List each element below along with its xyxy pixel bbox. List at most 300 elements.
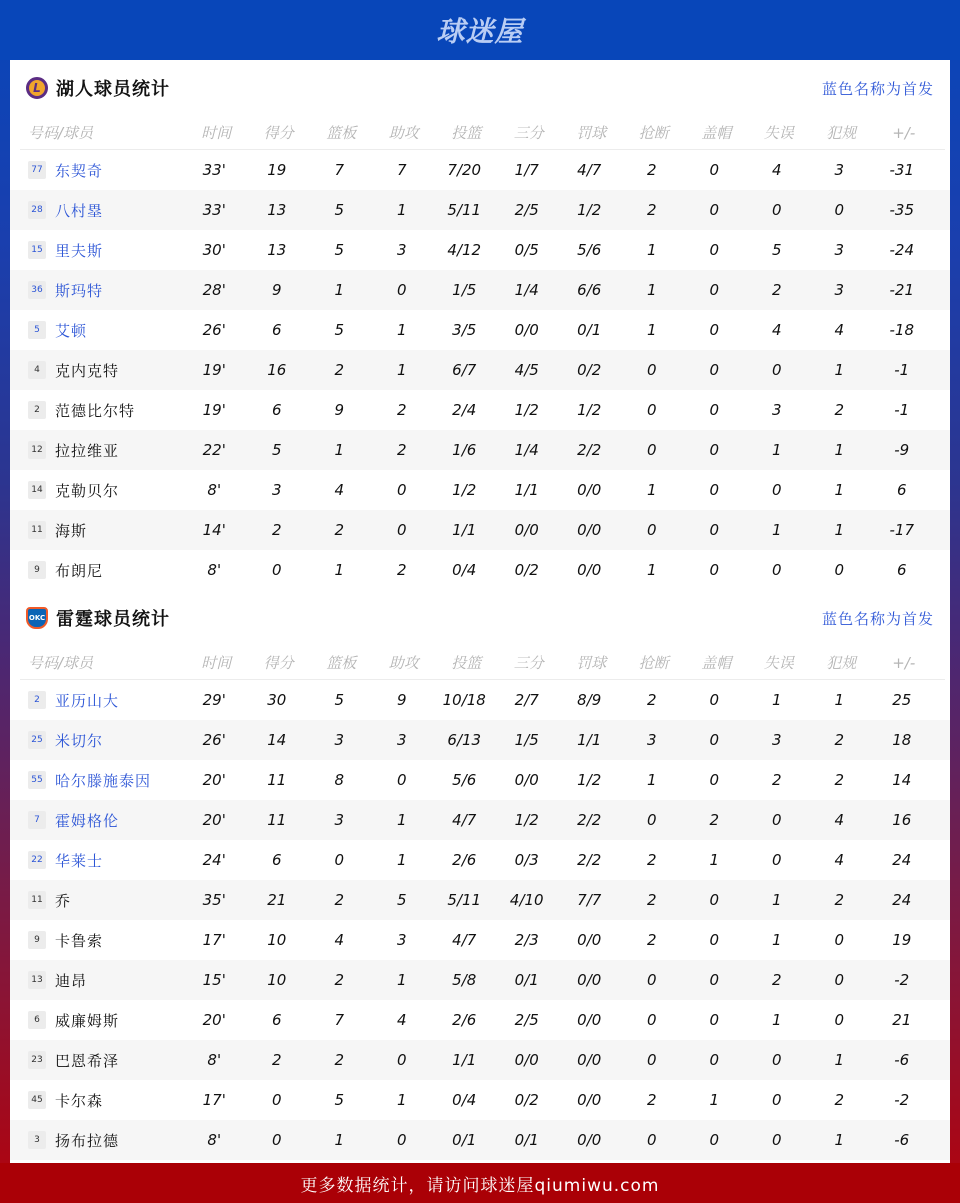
- stat-cell: 1: [334, 561, 345, 579]
- stat-cell: 18: [892, 731, 912, 749]
- column-header[interactable]: 三分: [513, 124, 544, 142]
- stat-cell: 8/9: [577, 691, 602, 709]
- stat-cell: 6/7: [452, 361, 477, 379]
- stat-cell: -31: [889, 161, 914, 179]
- player-row[interactable]: [10, 1080, 950, 1120]
- player-row[interactable]: [10, 840, 950, 880]
- stat-cell: 2: [646, 201, 657, 219]
- column-header[interactable]: 号码/球员: [28, 124, 94, 142]
- stat-cell: 33': [202, 161, 226, 179]
- stat-cell: 6/6: [577, 281, 602, 299]
- column-header[interactable]: 篮板: [326, 124, 357, 142]
- stat-cell: 8': [207, 481, 222, 499]
- stat-cell: 7: [334, 1011, 345, 1029]
- stat-cell: 4: [334, 481, 345, 499]
- jersey-number-badge: 5: [28, 321, 46, 339]
- stat-cell: 0/0: [577, 1011, 602, 1029]
- stat-cell: 3: [646, 731, 657, 749]
- player-name-link[interactable]: 哈尔滕施泰因: [55, 771, 152, 790]
- player-row[interactable]: [10, 150, 950, 190]
- player-name-link[interactable]: 艾顿: [55, 321, 88, 340]
- stat-cell: 0/0: [577, 481, 602, 499]
- player-row[interactable]: [10, 920, 950, 960]
- player-row[interactable]: [10, 390, 950, 430]
- column-header[interactable]: 盖帽: [701, 654, 732, 672]
- stat-cell: 0: [646, 401, 657, 419]
- stat-cell: 2: [334, 361, 345, 379]
- player-row[interactable]: [10, 270, 950, 310]
- jersey-number-badge: 9: [28, 561, 46, 579]
- player-name-link[interactable]: 米切尔: [55, 731, 104, 750]
- stat-cell: 0: [709, 561, 720, 579]
- stat-cell: 1: [334, 441, 345, 459]
- player-row[interactable]: [10, 510, 950, 550]
- stat-cell: 7/20: [447, 161, 482, 179]
- stat-cell: 1: [334, 281, 345, 299]
- stat-cell: 21: [267, 891, 287, 909]
- player-name-link[interactable]: 东契奇: [55, 161, 104, 180]
- stats-panel: [10, 60, 950, 1163]
- stat-cell: 1/1: [577, 731, 602, 749]
- player-name-link[interactable]: 里夫斯: [55, 241, 104, 260]
- stat-cell: 0: [771, 561, 782, 579]
- player-cell: [10, 200, 183, 221]
- stat-cell: 1/5: [514, 731, 539, 749]
- player-name-link[interactable]: 海斯: [55, 521, 88, 540]
- column-header[interactable]: +/-: [892, 123, 916, 142]
- player-cell: [10, 280, 183, 301]
- stat-cell: 0/4: [452, 1091, 477, 1109]
- stat-cell: 0: [834, 561, 845, 579]
- stat-cell: 2: [334, 891, 345, 909]
- stat-cell: 0/0: [577, 1131, 602, 1149]
- player-cell: [10, 850, 183, 871]
- jersey-number-badge: 45: [28, 1091, 46, 1109]
- stat-cell: 2: [271, 1051, 282, 1069]
- brand-logo: 球迷屋: [436, 15, 524, 48]
- stat-cell: 11: [267, 811, 287, 829]
- player-name-link[interactable]: 卡鲁索: [55, 931, 104, 950]
- stat-cell: 0: [646, 521, 657, 539]
- stat-cell: 0: [709, 771, 720, 789]
- stat-cell: 5: [396, 891, 407, 909]
- jersey-number-badge: 9: [28, 931, 46, 949]
- player-row[interactable]: [10, 1040, 950, 1080]
- stat-cell: 0: [771, 361, 782, 379]
- stat-cell: 1: [396, 851, 407, 869]
- player-row[interactable]: [10, 880, 950, 920]
- stat-cell: 0: [771, 1091, 782, 1109]
- stat-cell: 1: [646, 771, 657, 789]
- stat-cell: 2/2: [577, 811, 602, 829]
- stat-cell: 0: [771, 811, 782, 829]
- stat-cell: 2: [334, 971, 345, 989]
- stat-cell: 1: [771, 691, 782, 709]
- column-header[interactable]: 时间: [201, 654, 232, 672]
- stat-cell: 0/0: [577, 971, 602, 989]
- section-title: 湖人球员统计: [56, 79, 170, 100]
- stat-cell: 3: [771, 731, 782, 749]
- player-name-link[interactable]: 八村塁: [55, 201, 104, 220]
- stat-cell: 1: [646, 481, 657, 499]
- stat-cell: 0: [646, 361, 657, 379]
- stat-cell: 2/6: [452, 1011, 477, 1029]
- stat-cell: 6: [271, 851, 282, 869]
- player-name-link[interactable]: 卡尔森: [55, 1091, 104, 1110]
- stat-cell: 0: [271, 561, 282, 579]
- stat-cell: 16: [892, 811, 912, 829]
- stat-cell: 3: [834, 241, 845, 259]
- player-row[interactable]: [10, 230, 950, 270]
- stat-cell: 2/2: [577, 441, 602, 459]
- jersey-number-badge: 3: [28, 1131, 46, 1149]
- jersey-number-badge: 12: [28, 441, 46, 459]
- stat-cell: 0/2: [577, 361, 602, 379]
- stat-cell: 5: [334, 241, 345, 259]
- stat-cell: 26': [202, 321, 226, 339]
- stat-cell: 4: [334, 931, 345, 949]
- player-row[interactable]: [10, 190, 950, 230]
- column-header[interactable]: 罚球: [576, 124, 607, 142]
- stat-cell: 20': [202, 1011, 226, 1029]
- stat-cell: 10: [267, 971, 287, 989]
- player-row[interactable]: [10, 350, 950, 390]
- stat-cell: 1/6: [452, 441, 477, 459]
- player-name-link[interactable]: 威廉姆斯: [55, 1011, 120, 1030]
- stat-cell: 2: [334, 1051, 345, 1069]
- player-row[interactable]: [10, 1120, 950, 1160]
- stat-cell: 2: [771, 281, 782, 299]
- stat-cell: 0: [771, 1131, 782, 1149]
- footer-banner[interactable]: 更多数据统计，请访问球迷屋qiumiwu.com: [0, 1163, 960, 1203]
- stat-cell: 20': [202, 811, 226, 829]
- stat-cell: 2/2: [577, 851, 602, 869]
- stat-cell: 6: [896, 561, 907, 579]
- player-name-link[interactable]: 霍姆格伦: [55, 811, 120, 830]
- stat-cell: 0: [709, 281, 720, 299]
- player-cell: [10, 1010, 183, 1031]
- stat-cell: 1: [646, 321, 657, 339]
- stat-cell: 2: [271, 521, 282, 539]
- stat-cell: -35: [889, 201, 914, 219]
- stat-cell: 5: [271, 441, 282, 459]
- player-name-link[interactable]: 克勒贝尔: [55, 481, 120, 500]
- stat-cell: 1: [709, 1091, 720, 1109]
- stat-cell: -21: [889, 281, 914, 299]
- stat-cell: 1: [834, 691, 845, 709]
- column-header[interactable]: 篮板: [326, 654, 357, 672]
- lakers-logo-icon: L: [26, 77, 48, 99]
- stat-cell: 0/2: [514, 1091, 539, 1109]
- jersey-number-badge: 6: [28, 1011, 46, 1029]
- stat-cell: 1: [834, 521, 845, 539]
- stat-cell: 0: [396, 1051, 407, 1069]
- stat-cell: 1/1: [452, 1051, 477, 1069]
- stat-cell: 0: [709, 1051, 720, 1069]
- stat-cell: 2: [834, 1091, 845, 1109]
- stat-cell: 1/1: [514, 481, 539, 499]
- stat-cell: 0: [834, 1011, 845, 1029]
- top-banner: [0, 0, 960, 60]
- stat-cell: 0: [709, 521, 720, 539]
- player-cell: [10, 1090, 183, 1111]
- player-cell: [10, 560, 183, 581]
- stat-cell: 4/10: [509, 891, 544, 909]
- stat-cell: 0/1: [577, 321, 602, 339]
- player-row[interactable]: [10, 960, 950, 1000]
- stat-cell: -9: [894, 441, 910, 459]
- stat-cell: 3: [334, 731, 345, 749]
- jersey-number-badge: 28: [28, 201, 46, 219]
- stat-cell: 29': [202, 691, 226, 709]
- stat-cell: 1: [834, 1051, 845, 1069]
- stat-cell: 33': [202, 201, 226, 219]
- team-section-1: [10, 590, 950, 1160]
- stat-cell: 0: [834, 971, 845, 989]
- stat-cell: 1/7: [514, 161, 539, 179]
- stat-cell: 1: [834, 481, 845, 499]
- stat-cell: 2/5: [514, 1011, 539, 1029]
- player-name-link[interactable]: 亚历山大: [55, 691, 120, 710]
- stat-cell: 13: [267, 201, 287, 219]
- stat-cell: 5/11: [447, 201, 482, 219]
- stat-cell: 1: [396, 811, 407, 829]
- stat-cell: 9: [271, 281, 282, 299]
- table-header-row: [20, 646, 945, 680]
- player-cell: [10, 970, 183, 991]
- stat-cell: 1: [771, 521, 782, 539]
- column-header[interactable]: 抢断: [638, 124, 669, 142]
- player-row[interactable]: [10, 1000, 950, 1040]
- stat-cell: 2: [646, 891, 657, 909]
- player-name-link[interactable]: 乔: [55, 891, 72, 910]
- stat-cell: 30': [202, 241, 226, 259]
- stat-cell: 6: [271, 1011, 282, 1029]
- stat-cell: 1/4: [514, 441, 539, 459]
- jersey-number-badge: 23: [28, 1051, 46, 1069]
- stat-cell: 0: [646, 1131, 657, 1149]
- player-cell: [10, 730, 183, 751]
- stat-cell: 1: [396, 321, 407, 339]
- stat-cell: -6: [894, 1131, 910, 1149]
- player-cell: [10, 1050, 183, 1071]
- stat-cell: 4/7: [577, 161, 602, 179]
- stat-cell: 0/0: [577, 931, 602, 949]
- column-header[interactable]: 助攻: [388, 654, 419, 672]
- stat-cell: 2: [646, 691, 657, 709]
- stat-cell: 1/4: [514, 281, 539, 299]
- column-header[interactable]: 投篮: [451, 654, 482, 672]
- stat-cell: 24': [202, 851, 226, 869]
- stat-cell: 0: [396, 1131, 407, 1149]
- stat-cell: 20': [202, 771, 226, 789]
- stat-cell: 5: [771, 241, 782, 259]
- stat-cell: 0: [646, 971, 657, 989]
- stat-cell: 1/2: [577, 401, 602, 419]
- stat-cell: 30: [267, 691, 287, 709]
- jersey-number-badge: 7: [28, 811, 46, 829]
- column-header[interactable]: 投篮: [451, 124, 482, 142]
- player-cell: [10, 930, 183, 951]
- player-name-link[interactable]: 克内克特: [55, 361, 120, 380]
- stat-cell: 1: [646, 561, 657, 579]
- player-cell: [10, 240, 183, 261]
- stat-cell: 3: [834, 281, 845, 299]
- stat-cell: 2/7: [514, 691, 539, 709]
- jersey-number-badge: 11: [28, 891, 46, 909]
- stat-cell: 6/13: [447, 731, 482, 749]
- stat-cell: 2: [771, 771, 782, 789]
- column-header[interactable]: 时间: [201, 124, 232, 142]
- stat-cell: 8: [334, 771, 345, 789]
- stat-cell: 14': [202, 521, 226, 539]
- stat-cell: 1/5: [452, 281, 477, 299]
- stat-cell: 22': [202, 441, 226, 459]
- stat-cell: 0: [646, 1051, 657, 1069]
- stat-cell: 0/0: [514, 1051, 539, 1069]
- column-header[interactable]: 犯规: [826, 124, 857, 142]
- stat-cell: 0/0: [577, 561, 602, 579]
- stat-cell: 0: [771, 851, 782, 869]
- stat-cell: 0: [334, 851, 345, 869]
- stat-cell: 0/0: [577, 1091, 602, 1109]
- player-row[interactable]: [10, 310, 950, 350]
- stat-cell: 0: [771, 481, 782, 499]
- player-row[interactable]: [10, 430, 950, 470]
- jersey-number-badge: 11: [28, 521, 46, 539]
- stat-cell: 1: [834, 361, 845, 379]
- stat-cell: 0: [834, 931, 845, 949]
- stat-cell: 4: [396, 1011, 407, 1029]
- stat-cell: 0: [396, 481, 407, 499]
- stat-cell: 24: [892, 891, 912, 909]
- stat-cell: -1: [894, 361, 910, 379]
- stat-cell: 0: [271, 1091, 282, 1109]
- stat-cell: 8': [207, 1051, 222, 1069]
- player-row[interactable]: [10, 680, 950, 720]
- column-header[interactable]: 罚球: [576, 654, 607, 672]
- stat-cell: 5/8: [452, 971, 477, 989]
- stat-cell: 6: [271, 321, 282, 339]
- player-cell: [10, 160, 183, 181]
- stat-cell: 4: [834, 851, 845, 869]
- stat-cell: 0/1: [452, 1131, 477, 1149]
- stat-cell: -24: [889, 241, 914, 259]
- player-row[interactable]: [10, 550, 950, 590]
- column-header[interactable]: 失误: [763, 124, 794, 142]
- stat-cell: 4: [771, 321, 782, 339]
- column-header[interactable]: 助攻: [388, 124, 419, 142]
- stat-cell: 2/6: [452, 851, 477, 869]
- stat-cell: 1: [396, 1091, 407, 1109]
- player-cell: [10, 400, 183, 421]
- column-header[interactable]: 得分: [263, 654, 294, 672]
- stat-cell: 0/4: [452, 561, 477, 579]
- stat-cell: 1/2: [514, 401, 539, 419]
- jersey-number-badge: 36: [28, 281, 46, 299]
- stat-cell: 2: [709, 811, 720, 829]
- player-name-link[interactable]: 迪昂: [55, 971, 88, 990]
- stat-cell: 0: [709, 481, 720, 499]
- player-name-link[interactable]: 布朗尼: [55, 561, 104, 580]
- player-row[interactable]: [10, 800, 950, 840]
- player-name-link[interactable]: 斯玛特: [55, 281, 104, 300]
- stat-cell: 19: [267, 161, 287, 179]
- column-header[interactable]: +/-: [892, 653, 916, 672]
- stat-cell: 10/18: [442, 691, 486, 709]
- stat-cell: 0: [646, 811, 657, 829]
- stat-cell: 1: [771, 1011, 782, 1029]
- stat-cell: 21: [892, 1011, 912, 1029]
- stat-cell: 4/7: [452, 811, 477, 829]
- section-title: 雷霆球员统计: [56, 609, 170, 630]
- stat-cell: 6: [271, 401, 282, 419]
- player-row[interactable]: [10, 760, 950, 800]
- stat-cell: 1/2: [577, 771, 602, 789]
- starter-legend-note: 蓝色名称为首发: [821, 609, 934, 628]
- player-row[interactable]: [10, 720, 950, 760]
- player-cell: [10, 360, 183, 381]
- stat-cell: 0: [646, 1011, 657, 1029]
- table-header-row: [20, 116, 945, 150]
- stat-cell: 0/5: [514, 241, 539, 259]
- stat-cell: 35': [202, 891, 226, 909]
- player-row[interactable]: [10, 470, 950, 510]
- column-header[interactable]: 号码/球员: [28, 654, 94, 672]
- column-header[interactable]: 犯规: [826, 654, 857, 672]
- stat-cell: 0/2: [514, 561, 539, 579]
- column-header[interactable]: 抢断: [638, 654, 669, 672]
- stat-cell: 25: [892, 691, 912, 709]
- jersey-number-badge: 55: [28, 771, 46, 789]
- stat-cell: 1: [396, 361, 407, 379]
- stat-cell: 0/0: [514, 321, 539, 339]
- stat-cell: 16: [267, 361, 287, 379]
- stat-cell: 7: [396, 161, 407, 179]
- stat-cell: 7: [334, 161, 345, 179]
- stat-cell: 11: [267, 771, 287, 789]
- player-name-link[interactable]: 范德比尔特: [55, 401, 136, 420]
- stat-cell: 28': [202, 281, 226, 299]
- stat-cell: 5/6: [452, 771, 477, 789]
- thunder-logo-icon: OKC: [26, 607, 48, 629]
- stat-cell: 3: [396, 931, 407, 949]
- stat-cell: 26': [202, 731, 226, 749]
- column-header[interactable]: 得分: [263, 124, 294, 142]
- player-name-link[interactable]: 巴恩希泽: [55, 1051, 120, 1070]
- stat-cell: 1/2: [514, 811, 539, 829]
- stat-cell: 0: [709, 201, 720, 219]
- stat-cell: 1: [834, 1131, 845, 1149]
- stat-cell: 0: [771, 201, 782, 219]
- stat-cell: 17': [202, 931, 226, 949]
- section-header: [10, 60, 950, 116]
- column-header[interactable]: 三分: [513, 654, 544, 672]
- stat-cell: 1: [709, 851, 720, 869]
- stat-cell: 0/0: [514, 771, 539, 789]
- player-name-link[interactable]: 华莱士: [55, 851, 104, 870]
- stat-cell: 6: [896, 481, 907, 499]
- player-name-link[interactable]: 扬布拉德: [55, 1131, 120, 1150]
- stat-cell: 2: [646, 161, 657, 179]
- stat-cell: 4/12: [447, 241, 482, 259]
- column-header[interactable]: 失误: [763, 654, 794, 672]
- stat-cell: 0: [396, 771, 407, 789]
- stat-cell: -6: [894, 1051, 910, 1069]
- starter-legend-note: 蓝色名称为首发: [821, 79, 934, 98]
- column-header[interactable]: 盖帽: [701, 124, 732, 142]
- player-name-link[interactable]: 拉拉维亚: [55, 441, 120, 460]
